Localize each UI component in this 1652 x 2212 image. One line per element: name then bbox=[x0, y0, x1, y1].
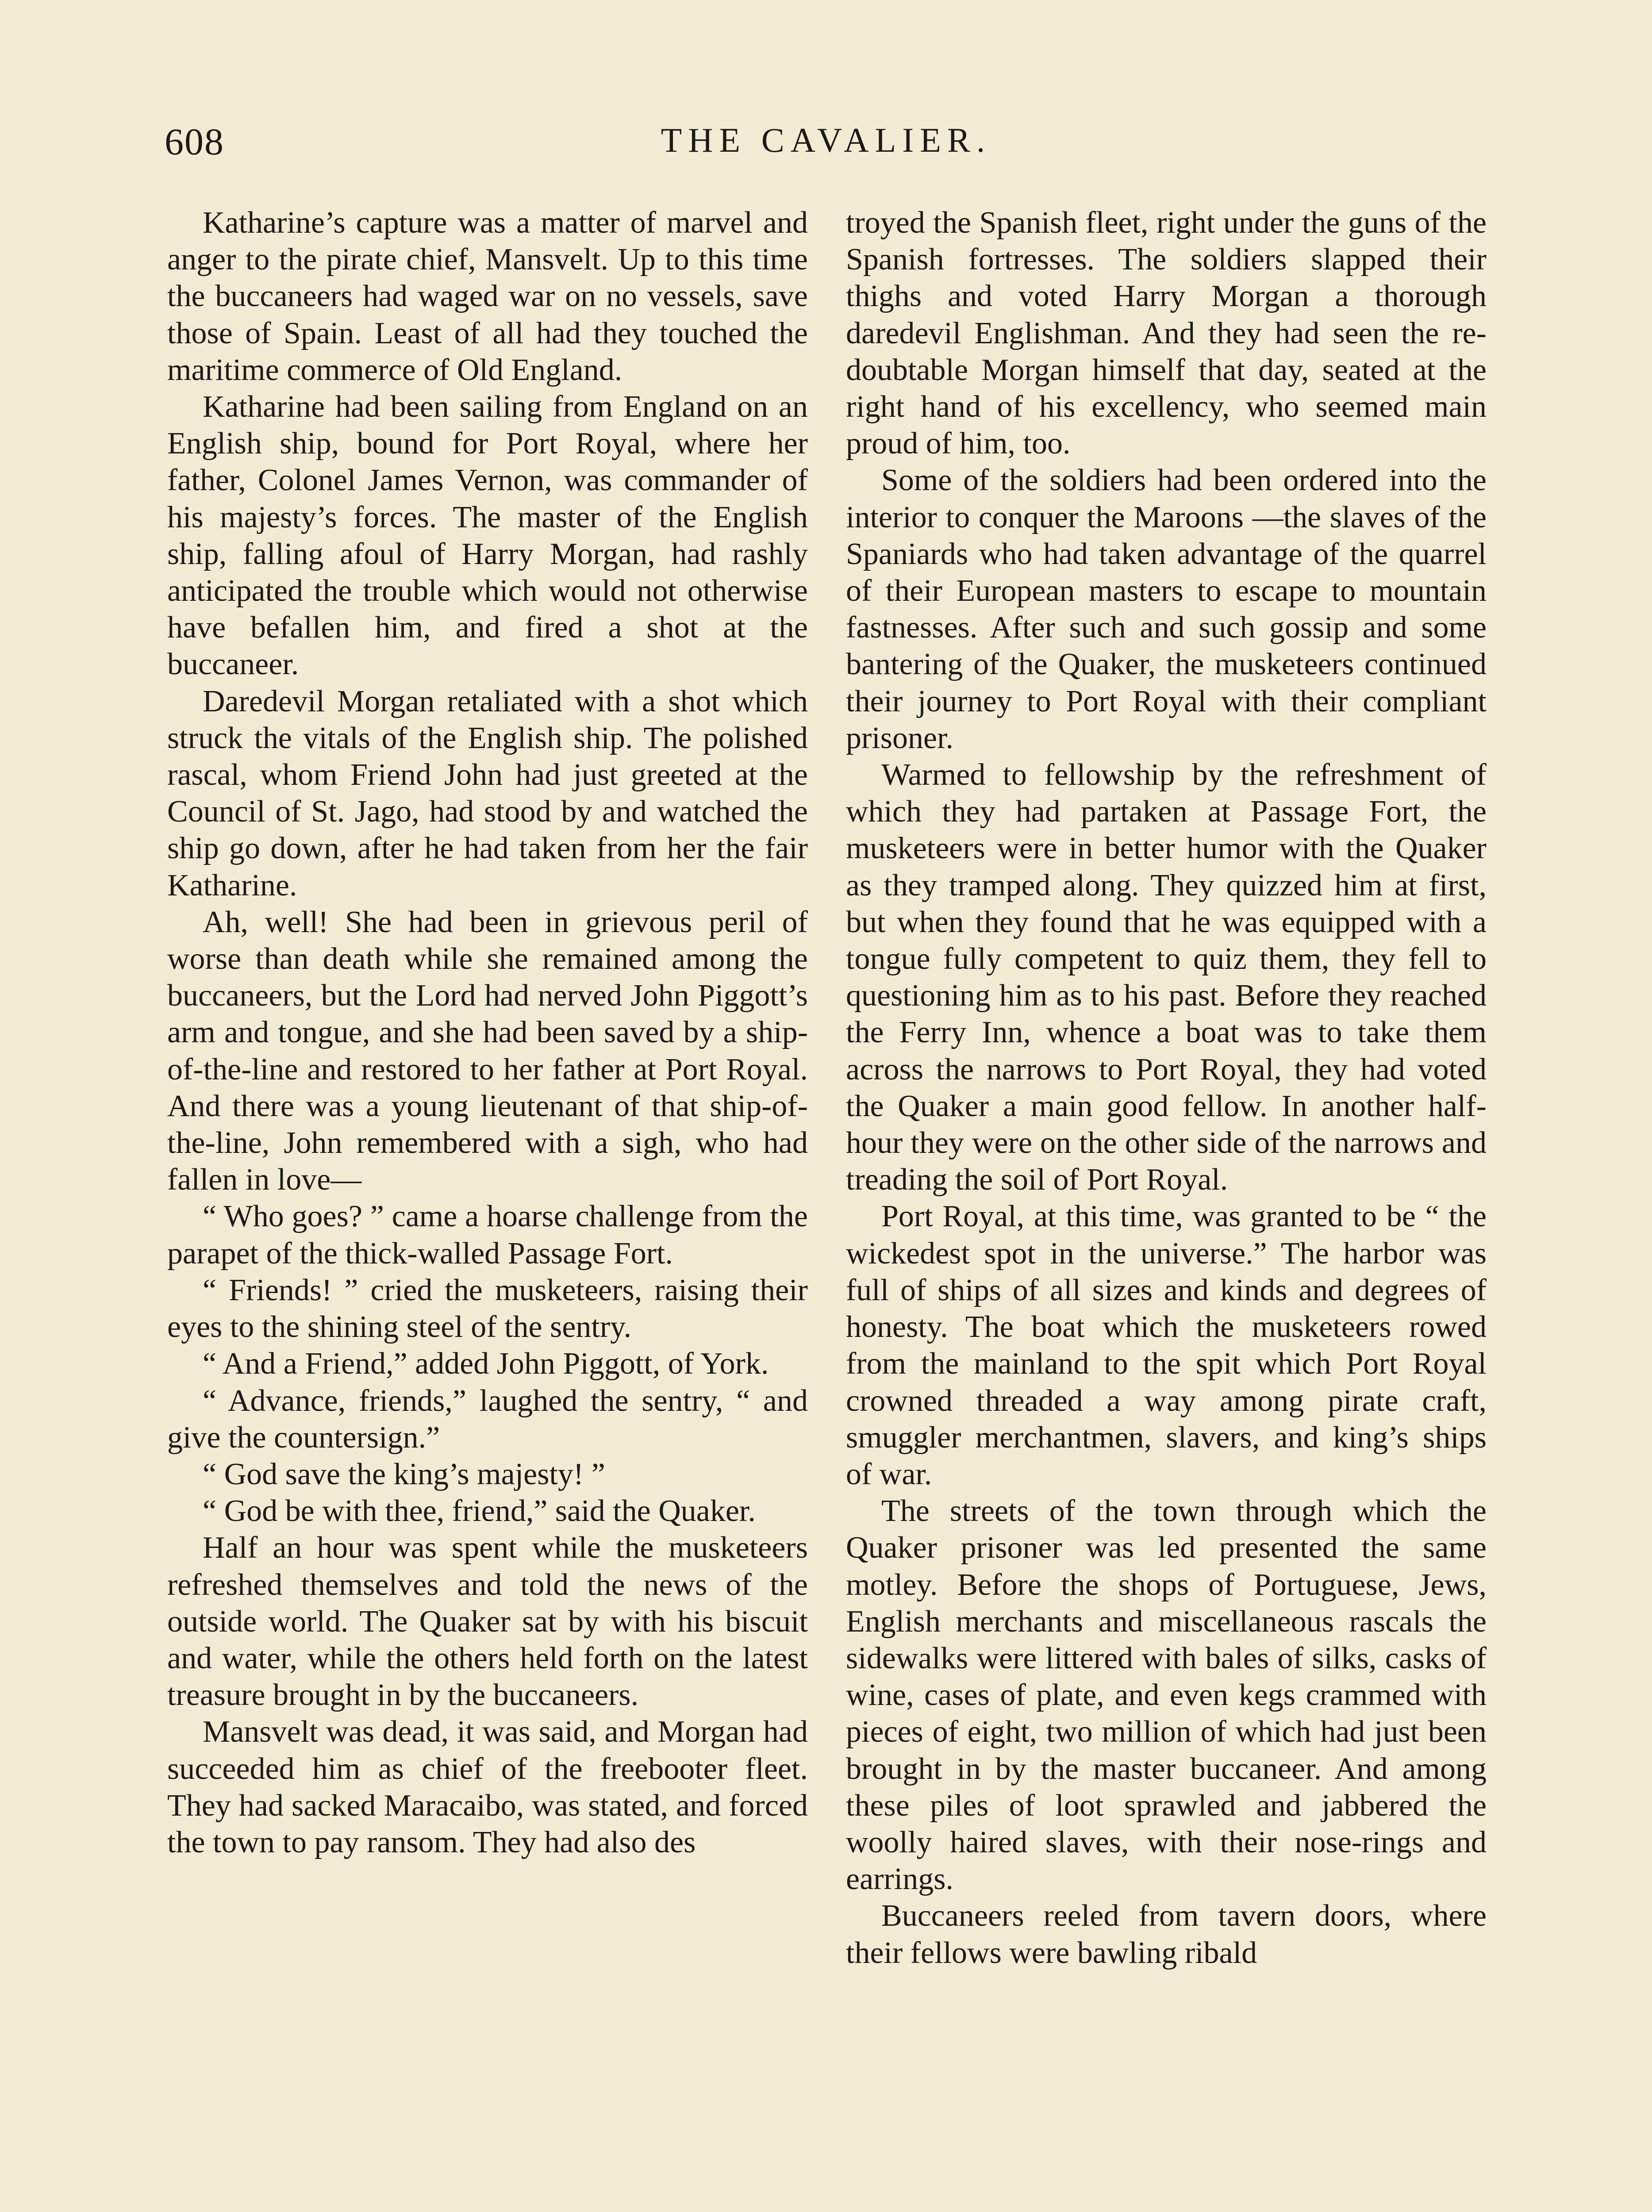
dialogue-paragraph: “ Who goes? ” came a hoarse challenge from the parapet of the thick-walled Passage Fort. bbox=[167, 1199, 808, 1271]
dialogue-paragraph: “ Advance, friends,” laughed the sentry, “ and give the countersign.” bbox=[167, 1383, 808, 1455]
paragraph: Daredevil Morgan retaliated with a shot which struck the vitals of the English ship. The polished rascal, whom Friend John had just greeted at the Council of St. Jago, had stood by and watched the ship go down, after he had taken from her the fair Katharine. bbox=[167, 684, 808, 902]
paragraph: The streets of the town through which the Quaker prisoner was led presented the same motley. Before the shops of Portuguese, Jews, English merchants and miscellaneous rascals the sidewalks were littered with bales of silks, casks of wine, cases of plate, and even kegs crammed with pieces of eight, two million of which had just been brought in by the master buccaneer. And among these piles of loot sprawled and jabbered the woolly haired slaves, with their nose-rings and earrings. bbox=[846, 1494, 1487, 1897]
dialogue-paragraph: “ And a Friend,” added John Piggott, of York. bbox=[203, 1347, 769, 1381]
dialogue-paragraph: “ God save the king’s majesty! ” bbox=[203, 1457, 605, 1491]
paragraph: Port Royal, at this time, was granted to be “ the wickedest spot in the universe.” The harbor was full of ships of all sizes and kinds and degrees of honesty. The boat which the musketeers rowed from the mainland to the spit which Port Royal crowned threaded a way among pirate craft, smuggler merchantmen, slavers, and king’s ships of war. bbox=[846, 1199, 1487, 1491]
page-number: 608 bbox=[165, 120, 224, 163]
paragraph: Some of the soldiers had been ordered into the interior to conquer the Maroons —the slaves of the Spaniards who had taken advantage of the quarrel of their European masters to escape to mountain fastnesses. After such and such gossip and some bantering of the Quaker, the musketeers continued their journey to Port Royal with their compliant prisoner. bbox=[846, 463, 1487, 755]
paragraph: Katharine’s capture was a matter of marvel and anger to the pirate chief, Mansvelt. Up to this time the buccaneers had waged war on no vessels, save those of Spain. Least of all had they touched the maritime commerce of Old England. bbox=[167, 206, 808, 387]
right-column bbox=[846, 204, 1487, 1971]
paragraph: Mansvelt was dead, it was said, and Morgan had succeeded him as chief of the freebooter fleet. They had sacked Maracaibo, was stated, and forced the town to pay ransom. They had also des bbox=[167, 1715, 808, 1859]
paragraph: Half an hour was spent while the musketeers refreshed themselves and told the news of the outside world. The Quaker sat by with his biscuit and water, while the others held forth on the latest treasure brought in by the buccaneers. bbox=[167, 1531, 808, 1713]
paragraph: Warmed to fellowship by the refreshment of which they had partaken at Passage Fort, the musketeers were in better humor with the Quaker as they tramped along. They quizzed him at first, but when they found that he was equipped with a tongue fully competent to quiz them, they fell to questioning him as to his past. Before they reached the Ferry Inn, whence a boat was to take them across the narrows to Port Royal, they had voted the Quaker a main good fellow. In another half-hour they were on the other side of the narrows and treading the soil of Port Royal. bbox=[846, 758, 1487, 1197]
paragraph: Buccaneers reeled from tavern doors, where their fellows were bawling ribald bbox=[846, 1899, 1487, 1970]
paragraph: Katharine had been sailing from England on an English ship, bound for Port Royal, where her father, Colonel James Vernon, was commander of his majesty’s forces. The master of the English ship, falling afoul of Harry Morgan, had rashly anticipated the trouble which would not otherwise have befallen him, and fired a shot at the buccaneer. bbox=[167, 390, 808, 682]
left-column bbox=[167, 204, 808, 1861]
dialogue-paragraph: “ Friends! ” cried the musketeers, raising their eyes to the shining steel of the sentry. bbox=[167, 1273, 808, 1344]
running-head: THE CAVALIER. bbox=[661, 121, 991, 159]
paragraph: Ah, well! She had been in grievous peril of worse than death while she remained among the buccaneers, but the Lord had nerved John Piggott’s arm and tongue, and she had been saved by a ship-of-the-line and restored to her father at Port Royal. And there was a young lieutenant of that ship-of-the-line, John remembered with a sigh, who had fallen in love— bbox=[167, 905, 808, 1197]
dialogue-paragraph: “ God be with thee, friend,” said the Quaker. bbox=[203, 1494, 756, 1528]
continued-paragraph: troyed the Spanish fleet, right under the guns of the Spanish fortresses. The soldiers slapped their thighs and voted Harry Morgan a thorough daredevil Englishman. And they had seen the redoubtable Morgan himself that day, seated at the right hand of his excellency, who seemed main proud of him, too. bbox=[846, 206, 1487, 461]
page-header bbox=[0, 0, 1652, 195]
